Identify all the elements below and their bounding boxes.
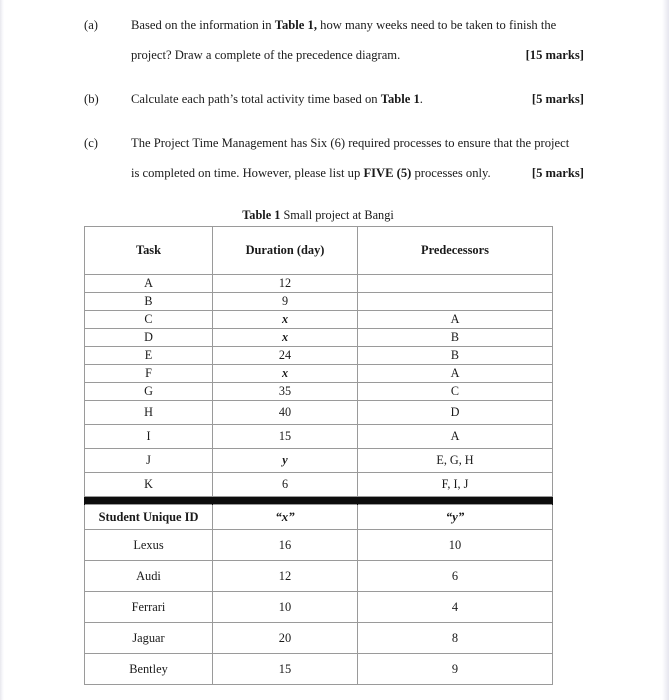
marks-allocation: [5 marks] <box>531 166 584 180</box>
cell-duration: 9 <box>213 293 358 311</box>
student-row <box>85 654 553 685</box>
table-row <box>85 293 553 311</box>
table-caption-rest: Small project at Bangi <box>280 208 394 222</box>
question-list <box>84 10 584 202</box>
student-variable-header: “x” <box>213 505 358 530</box>
table-row <box>85 401 553 425</box>
cell-duration: 24 <box>213 347 358 365</box>
cell-y-value: 9 <box>358 654 553 685</box>
table-row <box>85 329 553 347</box>
question-line <box>131 40 584 70</box>
section-divider <box>85 497 553 505</box>
cell-task: E <box>85 347 213 365</box>
question-text-segment: The Project Time Management has Six (6) required processes to ensure that the project <box>131 136 570 150</box>
question-text-segment: processes only. <box>411 166 491 180</box>
student-row <box>85 592 553 623</box>
cell-student-id: Bentley <box>85 654 213 685</box>
question-text <box>131 128 584 188</box>
table-header-row <box>85 227 553 275</box>
cell-student-id: Audi <box>85 561 213 592</box>
table-column-header: Task <box>85 227 213 275</box>
student-row <box>85 623 553 654</box>
cell-duration: x <box>213 329 358 347</box>
cell-predecessors <box>358 275 553 293</box>
cell-duration: x <box>213 311 358 329</box>
cell-y-value: 4 <box>358 592 553 623</box>
table-row <box>85 311 553 329</box>
section-divider-cell <box>358 497 553 505</box>
cell-predecessors: A <box>358 311 553 329</box>
cell-predecessors: D <box>358 401 553 425</box>
table-column-header: Duration (day) <box>213 227 358 275</box>
marks-allocation: [5 marks] <box>531 92 584 106</box>
cell-duration: 15 <box>213 425 358 449</box>
question-text-emphasis: Table 1 <box>380 92 420 106</box>
cell-predecessors: E, G, H <box>358 449 553 473</box>
cell-predecessors: C <box>358 383 553 401</box>
question-line-text <box>131 18 556 32</box>
section-divider-cell <box>213 497 358 505</box>
table-header <box>85 227 553 275</box>
section-divider-cell <box>85 497 213 505</box>
question-line <box>131 10 584 40</box>
question-text-segment: how many weeks need to be taken to finish the <box>317 18 557 32</box>
cell-task: G <box>85 383 213 401</box>
table-row <box>85 365 553 383</box>
student-variable-header: “y” <box>358 505 553 530</box>
cell-x-value: 10 <box>213 592 358 623</box>
question-text-segment: project? Draw a complete of the precedence diagram. <box>131 48 401 62</box>
question-line <box>131 158 584 188</box>
table-row <box>85 347 553 365</box>
cell-duration: y <box>213 449 358 473</box>
cell-task: H <box>85 401 213 425</box>
question-label: (a) <box>84 18 98 32</box>
cell-predecessors: B <box>358 329 553 347</box>
cell-task: C <box>85 311 213 329</box>
cell-y-value: 8 <box>358 623 553 654</box>
question-text <box>131 10 584 70</box>
cell-duration: x <box>213 365 358 383</box>
cell-duration: 40 <box>213 401 358 425</box>
cell-task: J <box>85 449 213 473</box>
scan-edge-right <box>662 0 669 700</box>
question-line <box>131 84 584 114</box>
cell-task: K <box>85 473 213 497</box>
cell-y-value: 6 <box>358 561 553 592</box>
cell-x-value: 12 <box>213 561 358 592</box>
question-line-text <box>131 40 400 70</box>
question-item <box>84 10 584 70</box>
cell-predecessors <box>358 293 553 311</box>
question-text-segment: Calculate each path’s total activity time based on <box>131 92 381 106</box>
table-row <box>85 275 553 293</box>
cell-task: D <box>85 329 213 347</box>
question-line-text <box>131 136 569 150</box>
cell-student-id: Ferrari <box>85 592 213 623</box>
question-text-segment: is completed on time. However, please list up <box>131 166 364 180</box>
question-item <box>84 84 584 114</box>
cell-student-id: Jaguar <box>85 623 213 654</box>
table-column-header: Predecessors <box>358 227 553 275</box>
student-header-row <box>85 505 553 530</box>
table-row <box>85 473 553 497</box>
table-row <box>85 425 553 449</box>
cell-task: I <box>85 425 213 449</box>
question-text-emphasis: Table 1, <box>274 18 317 32</box>
cell-duration: 35 <box>213 383 358 401</box>
cell-predecessors: B <box>358 347 553 365</box>
question-label: (c) <box>84 136 98 150</box>
question-line-text <box>131 158 491 188</box>
cell-duration: 12 <box>213 275 358 293</box>
cell-predecessors: F, I, J <box>358 473 553 497</box>
student-row <box>85 561 553 592</box>
table-caption-strong: Table 1 <box>242 208 281 222</box>
cell-task: F <box>85 365 213 383</box>
student-row <box>85 530 553 561</box>
cell-predecessors: A <box>358 425 553 449</box>
question-text <box>131 84 584 114</box>
student-id-header: Student Unique ID <box>85 505 213 530</box>
cell-student-id: Lexus <box>85 530 213 561</box>
marks-allocation: [15 marks] <box>525 48 584 62</box>
table-body <box>85 275 553 685</box>
cell-duration: 6 <box>213 473 358 497</box>
question-line <box>131 128 584 158</box>
question-text-emphasis: FIVE (5) <box>363 166 412 180</box>
question-label: (b) <box>84 92 99 106</box>
cell-x-value: 15 <box>213 654 358 685</box>
cell-x-value: 16 <box>213 530 358 561</box>
question-line-text <box>131 84 423 114</box>
question-item <box>84 128 584 188</box>
cell-task: A <box>85 275 213 293</box>
cell-y-value: 10 <box>358 530 553 561</box>
table-row <box>85 449 553 473</box>
question-text-segment: Based on the information in <box>131 18 275 32</box>
question-text-segment: . <box>419 92 423 106</box>
table-caption <box>84 208 552 223</box>
scan-edge-left <box>0 0 4 700</box>
cell-predecessors: A <box>358 365 553 383</box>
project-table <box>84 226 553 685</box>
table-row <box>85 383 553 401</box>
cell-x-value: 20 <box>213 623 358 654</box>
cell-task: B <box>85 293 213 311</box>
